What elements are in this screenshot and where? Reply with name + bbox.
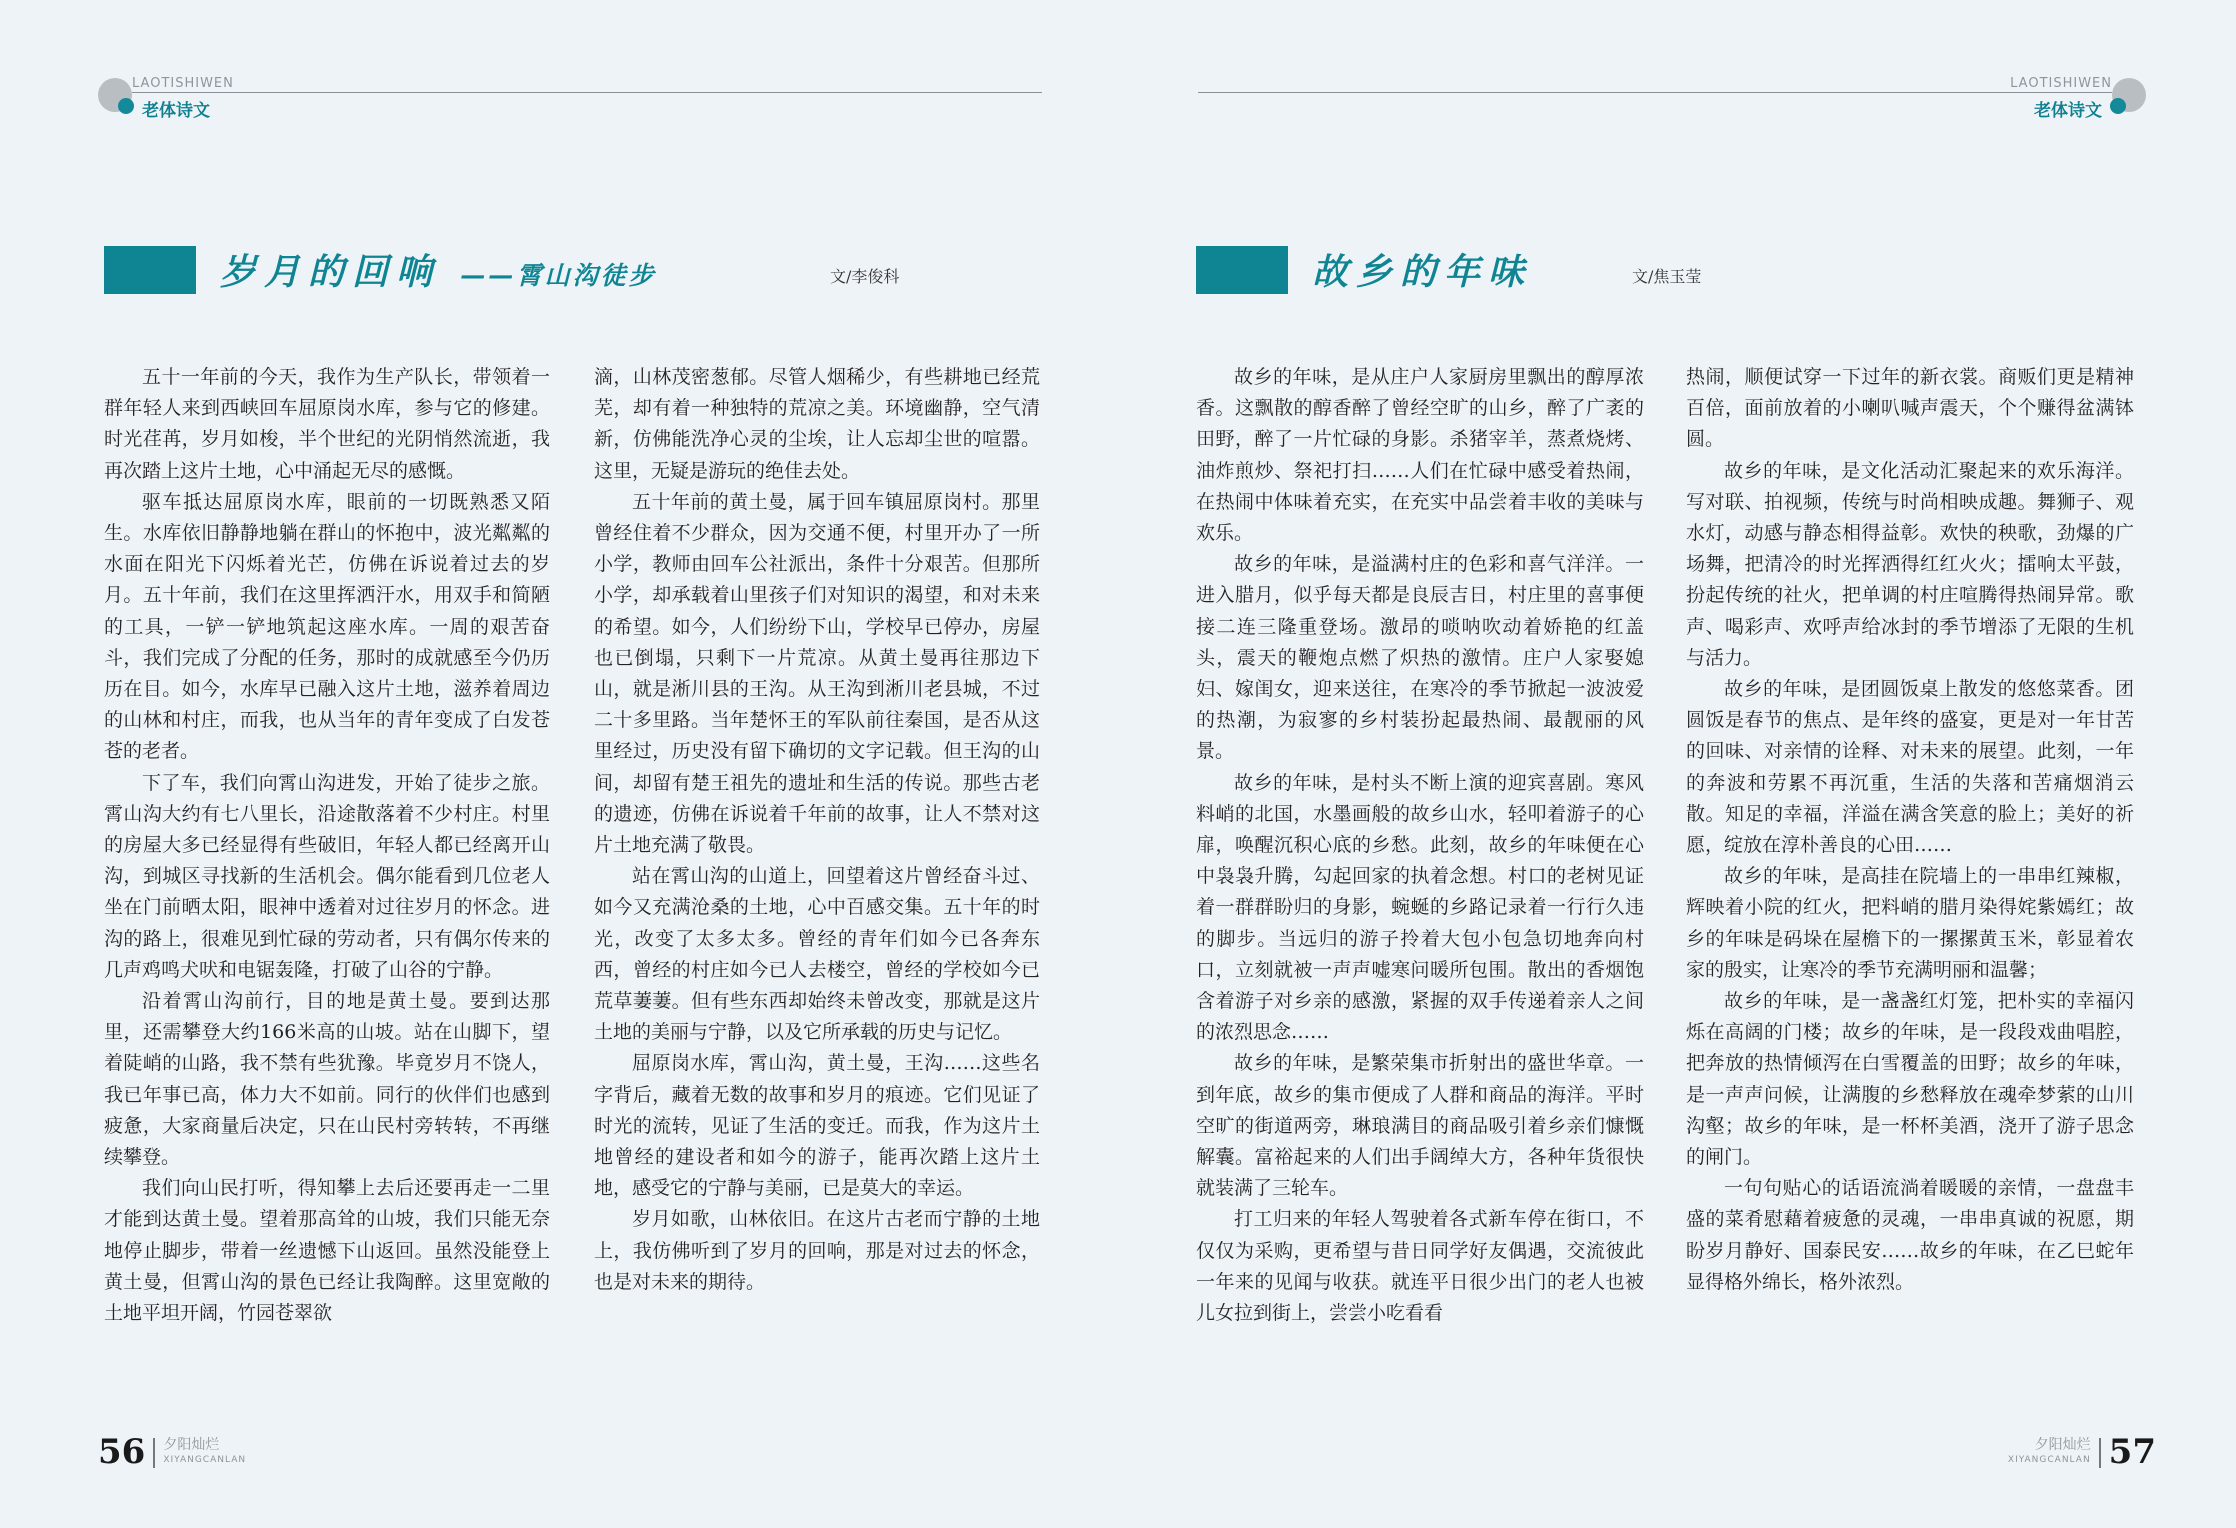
- article-title-row: [1196, 244, 2148, 296]
- paragraph: 故乡的年味，是繁荣集市折射出的盛世华章。一到年底，故乡的集市便成了人群和商品的海洋。平时空旷的街道两旁，琳琅满目的商品吸引着乡亲们慷慨解囊。富裕起来的人们出手阔绰大方，各种年货很快就装满了三轮车。: [1196, 1052, 1644, 1200]
- column-2: [594, 362, 1040, 1298]
- article-byline: 文/李俊科: [830, 267, 900, 286]
- right-page: [1118, 0, 2236, 1528]
- magazine-name-latin: XIYANGCANLAN: [163, 1455, 247, 1465]
- footer-magazine: [163, 1436, 246, 1466]
- paragraph: 驱车抵达屈原岗水库，眼前的一切既熟悉又陌生。水库依旧静静地躺在群山的怀抱中，波光粼粼的水面在阳光下闪烁着光芒，仿佛在诉说着过去的岁月。五十年前，我们在这里挥洒汗水，用双手和简陋的工具，一铲一铲地筑起这座水库。一周的艰苦奋斗，我们完成了分配的任务，那时的成就感至今仍历历在目。如今，水库早已融入这片土地，滋养着周边的山林和村庄，而我，也从当年的青年变成了白发苍苍的老者。: [104, 490, 550, 763]
- footer-divider: [2099, 1438, 2101, 1468]
- title-color-block: [1196, 246, 1288, 294]
- article-title: [220, 244, 657, 295]
- header-latin: LAOTISHIWEN: [132, 76, 234, 91]
- paragraph: 站在霄山沟的山道上，回望着这片曾经奋斗过、如今又充满沧桑的土地，心中百感交集。五十年的时光，改变了太多太多。曾经的青年们如今已各奔东西，曾经的村庄如今已人去楼空，曾经的学校如今已荒草萋萋。但有些东西却始终未曾改变，那就是这片土地的美丽与宁静，以及它所承载的历史与记忆。: [594, 865, 1040, 1044]
- column-1: [104, 362, 550, 1329]
- title-color-block: [104, 246, 196, 294]
- paragraph: 故乡的年味，是一盏盏红灯笼，把朴实的幸福闪烁在高阔的门楼；故乡的年味，是一段段戏曲唱腔，把奔放的热情倾泻在白雪覆盖的田野；故乡的年味，是一声声问候，让满腹的乡愁释放在魂牵梦萦的山川沟壑；故乡的年味，是一杯杯美酒，浇开了游子思念的闸门。: [1686, 990, 2134, 1169]
- paragraph: 五十一年前的今天，我作为生产队长，带领着一群年轻人来到西峡回车屈原岗水库，参与它的修建。时光荏苒，岁月如梭，半个世纪的光阴悄然流逝，我再次踏上这片土地，心中涌起无尽的感慨。: [104, 366, 550, 482]
- paragraph: 故乡的年味，是高挂在院墙上的一串串红辣椒，辉映着小院的红火，把料峭的腊月染得姹紫嫣红；故乡的年味是码垛在屋檐下的一摞摞黄玉米，彰显着农家的殷实，让寒冷的季节充满明丽和温馨；: [1686, 865, 2134, 981]
- paragraph: 打工归来的年轻人驾驶着各式新车停在街口，不仅仅为采购，更希望与昔日同学好友偶遇，交流彼此一年来的见闻与收获。就连平日很少出门的老人也被儿女拉到街上，尝尝小吃看看: [1196, 1208, 1644, 1325]
- article-body: [104, 362, 1040, 1362]
- paragraph: 我们向山民打听，得知攀上去后还要再走一二里才能到达黄土曼。望着那高耸的山坡，我们只能无奈地停止脚步，带着一丝遗憾下山返回。虽然没能登上黄土曼，但霄山沟的景色已经让我陶醉。这里宽敞的土地平坦开阔，竹园苍翠欲: [104, 1177, 550, 1325]
- page-footer: [98, 1432, 246, 1472]
- paragraph: 沿着霄山沟前行，目的地是黄土曼。要到达那里，还需攀登大约166米高的山坡。站在山脚下，望着陡峭的山路，我不禁有些犹豫。毕竟岁月不饶人，我已年事已高，体力大不如前。同行的伙伴们也感到疲惫，大家商量后决定，只在山民村旁转转，不再继续攀登。: [104, 990, 550, 1169]
- article-title-text: 岁月的回响: [220, 252, 441, 293]
- header-section: 老体诗文: [142, 101, 210, 121]
- paragraph: 屈原岗水库，霄山沟，黄土曼，王沟……这些名字背后，藏着无数的故事和岁月的痕迹。它们见证了时光的流转，见证了生活的变迁。而我，作为这片土地曾经的建设者和如今的游子，能再次踏上这片土地，感受它的宁静与美丽，已是莫大的幸运。: [594, 1052, 1040, 1200]
- header-section: 老体诗文: [2034, 101, 2102, 121]
- paragraph: 故乡的年味，是村头不断上演的迎宾喜剧。寒风料峭的北国，水墨画般的故乡山水，轻叩着游子的心扉，唤醒沉积心底的乡愁。此刻，故乡的年味便在心中袅袅升腾，勾起回家的执着念想。村口的老树见证着一群群盼归的身影，蜿蜒的乡路记录着一行行久违的脚步。当远归的游子拎着大包小包急切地奔向村口，立刻就被一声声嘘寒问暖所包围。散出的香烟饱含着游子对乡亲的感激，紧握的双手传递着亲人之间的浓烈思念……: [1196, 771, 1644, 1044]
- article-byline: 文/焦玉莹: [1632, 267, 1702, 286]
- magazine-name: 夕阳灿烂: [163, 1437, 220, 1453]
- header-rule: [132, 92, 1042, 93]
- header-dot-icon: [118, 98, 134, 114]
- header-latin: LAOTISHIWEN: [2010, 76, 2112, 91]
- running-header: [1198, 74, 2148, 124]
- magazine-name-latin: XIYANGCANLAN: [2007, 1455, 2091, 1465]
- paragraph: 五十年前的黄土曼，属于回车镇屈原岗村。那里曾经住着不少群众，因为交通不便，村里开办了一所小学，教师由回车公社派出，条件十分艰苦。但那所小学，却承载着山里孩子们对知识的渴望，和对未来的希望。如今，人们纷纷下山，学校早已停办，房屋也已倒塌，只剩下一片荒凉。从黄土曼再往那边下山，就是淅川县的王沟。从王沟到淅川老县城，不过二十多里路。当年楚怀王的军队前往秦国，是否从这里经过，历史没有留下确切的文字记载。但王沟的山间，却留有楚王祖先的遗址和生活的传说。那些古老的遗迹，仿佛在诉说着千年前的故事，让人不禁对这片土地充满了敬畏。: [594, 490, 1040, 857]
- paragraph: 故乡的年味，是从庄户人家厨房里飘出的醇厚浓香。这飘散的醇香醉了曾经空旷的山乡，醉了广袤的田野，醉了一片忙碌的身影。杀猪宰羊，蒸煮烧烤、油炸煎炒、祭祀打扫……人们在忙碌中感受着热闹，在热闹中体味着充实，在充实中品尝着丰收的美味与欢乐。: [1196, 366, 1644, 545]
- page-number: 57: [2108, 1432, 2156, 1472]
- paragraph: 一句句贴心的话语流淌着暖暖的亲情，一盘盘丰盛的菜肴慰藉着疲惫的灵魂，一串串真诚的祝愿，期盼岁月静好、国泰民安……故乡的年味，在乙巳蛇年显得格外绵长，格外浓烈。: [1686, 1177, 2134, 1293]
- header-dot-icon: [2110, 98, 2126, 114]
- magazine-name: 夕阳灿烂: [2034, 1437, 2091, 1453]
- footer-magazine: [2008, 1436, 2091, 1466]
- paragraph: 故乡的年味，是文化活动汇聚起来的欢乐海洋。写对联、拍视频，传统与时尚相映成趣。舞狮子、观水灯，动感与静态相得益彰。欢快的秧歌，劲爆的广场舞，把清冷的时光挥洒得红红火火；擂响太平鼓，扮起传统的社火，把单调的村庄喧腾得热闹异常。歌声、喝彩声、欢呼声给冰封的季节增添了无限的生机与活力。: [1686, 459, 2134, 669]
- paragraph: 故乡的年味，是溢满村庄的色彩和喜气洋洋。一进入腊月，似乎每天都是良辰吉日，村庄里的喜事便接二连三隆重登场。激昂的唢呐吹动着娇艳的红盖头，震天的鞭炮点燃了炽热的激情。庄户人家娶媳妇、嫁闺女，迎来送往，在寒冷的季节掀起一波波爱的热潮，为寂寥的乡村装扮起最热闹、最靓丽的风景。: [1196, 553, 1644, 763]
- paragraph: 热闹，顺便试穿一下过年的新衣裳。商贩们更是精神百倍，面前放着的小喇叭喊声震天，个个赚得盆满钵圆。: [1686, 366, 2134, 451]
- header-rule: [1198, 92, 2112, 93]
- paragraph: 故乡的年味，是团圆饭桌上散发的悠悠菜香。团圆饭是春节的焦点、是年终的盛宴，更是对一年甘苦的回味、对亲情的诠释、对未来的展望。此刻，一年的奔波和劳累不再沉重，生活的失落和苦痛烟消云散。知足的幸福，洋溢在满含笑意的脸上；美好的祈愿，绽放在淳朴善良的心田……: [1686, 678, 2134, 857]
- article-subtitle: ——霄山沟徒步: [460, 261, 657, 290]
- article-body: [1196, 362, 2154, 1362]
- running-header: [96, 74, 1044, 124]
- article-title-row: [104, 244, 1044, 296]
- page-number: 56: [98, 1432, 146, 1472]
- column-2: [1686, 362, 2134, 1298]
- column-1: [1196, 362, 1644, 1329]
- paragraph: 滴，山林茂密葱郁。尽管人烟稀少，有些耕地已经荒芜，却有着一种独特的荒凉之美。环境幽静，空气清新，仿佛能洗净心灵的尘埃，让人忘却尘世的喧嚣。这里，无疑是游玩的绝佳去处。: [594, 366, 1040, 482]
- article-title: 故乡的年味: [1312, 252, 1533, 293]
- paragraph: 下了车，我们向霄山沟进发，开始了徒步之旅。霄山沟大约有七八里长，沿途散落着不少村庄。村里的房屋大多已经显得有些破旧，年轻人都已经离开山沟，到城区寻找新的生活机会。偶尔能看到几位老人坐在门前晒太阳，眼神中透着对过往岁月的怀念。进沟的路上，很难见到忙碌的劳动者，只有偶尔传来的几声鸡鸣犬吠和电锯轰隆，打破了山谷的宁静。: [104, 771, 550, 981]
- paragraph: 岁月如歌，山林依旧。在这片古老而宁静的土地上，我仿佛听到了岁月的回响，那是对过去的怀念，也是对未来的期待。: [594, 1208, 1040, 1293]
- footer-divider: [153, 1438, 155, 1468]
- page-footer: [2008, 1432, 2156, 1472]
